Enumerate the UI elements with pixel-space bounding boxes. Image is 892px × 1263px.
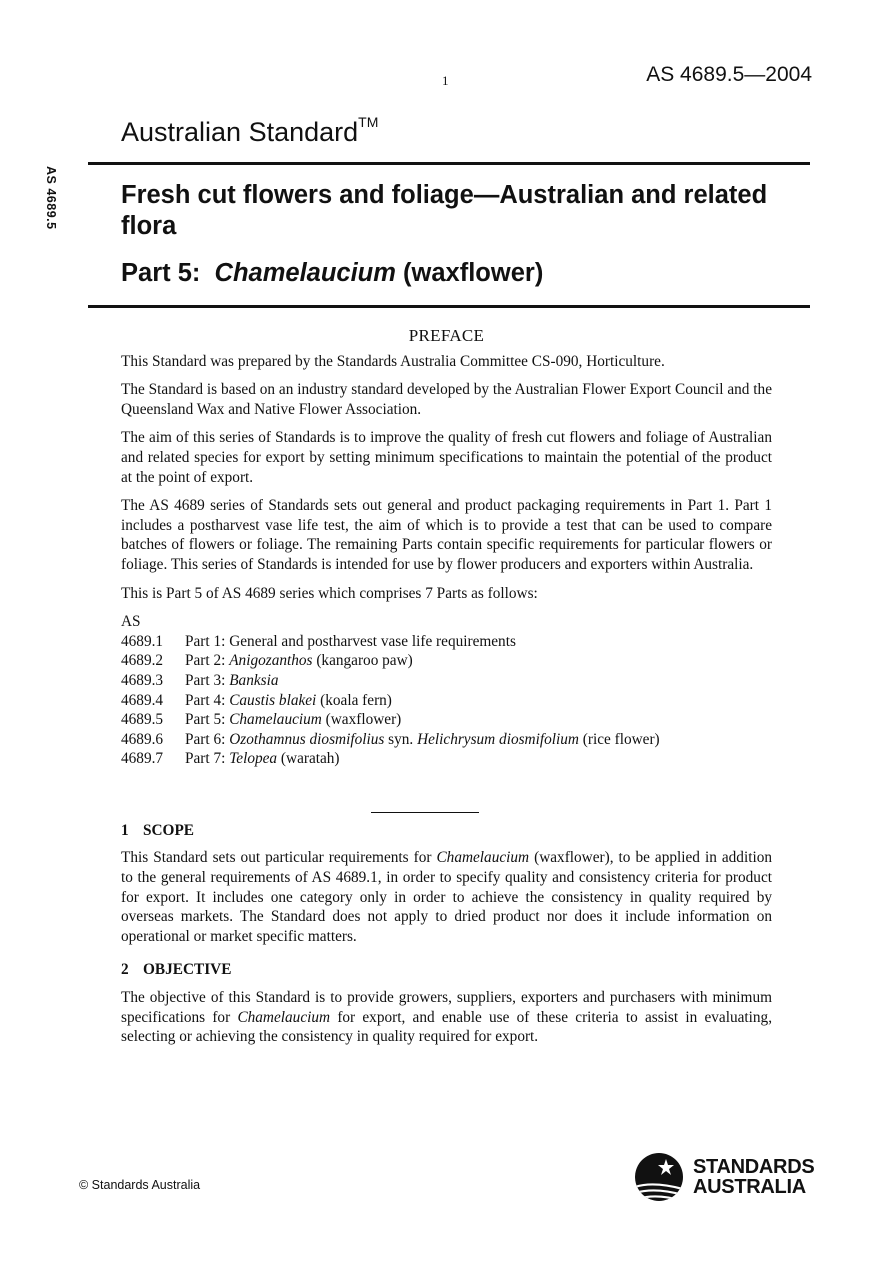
section-title: SCOPE <box>143 821 194 839</box>
footer-copyright: © Standards Australia <box>79 1178 201 1192</box>
parts-list-item <box>121 749 772 769</box>
standard-id: AS 4689.5—2004 <box>646 63 812 86</box>
part-description: (rice flower) <box>582 730 660 748</box>
part-genus: Anigozanthos <box>229 652 313 670</box>
standards-australia-logo <box>633 1151 823 1203</box>
part-title <box>121 259 543 288</box>
standard-label-text: Australian Standard <box>121 117 359 147</box>
parts-list-item <box>121 691 772 711</box>
part-number: 4689.1 <box>121 632 164 650</box>
part-number: 4689.2 <box>121 652 164 670</box>
section-title: OBJECTIVE <box>143 961 232 979</box>
page-number: 1 <box>442 73 449 88</box>
parts-list <box>121 612 772 769</box>
title-rule <box>88 305 810 308</box>
parts-list-prefix: AS <box>121 613 141 631</box>
standard-label <box>121 114 379 148</box>
part-description: (koala fern) <box>320 691 392 709</box>
star-globe-icon <box>633 1151 685 1203</box>
part-genus: Chamelaucium <box>214 259 396 287</box>
part-label: Part 4: Caustis blakei (koala fern) <box>185 691 392 709</box>
part-number: 4689.3 <box>121 671 164 689</box>
part-genus: Telopea <box>229 750 278 768</box>
part-label: Part 5: Chamelaucium (waxflower) <box>185 711 402 729</box>
part-genus: Banksia <box>229 671 279 689</box>
part-genus: Caustis blakei <box>229 691 317 709</box>
section-heading-objective <box>121 960 772 980</box>
part-label: Part 3: Banksia <box>185 671 279 689</box>
part-number: 4689.6 <box>121 730 164 748</box>
document-body <box>121 326 772 1056</box>
parts-list-item <box>121 730 772 750</box>
part-description: (kangaroo paw) <box>316 652 413 670</box>
part-description: (waxflower) <box>325 711 402 729</box>
parts-list-item <box>121 632 772 652</box>
section-number: 2 <box>121 961 129 979</box>
scope-genus: Chamelaucium <box>436 849 530 867</box>
logo-line: AUSTRALIA <box>693 1176 806 1198</box>
preface-paragraph: This Standard was prepared by the Standards Australia Committee CS-090, Horticulture. <box>121 352 665 370</box>
document-title: Fresh cut flowers and foliage—Australian and related flora <box>121 181 768 240</box>
part-label: Part 1: General and postharvest vase life requirements <box>185 632 516 650</box>
synonym-label: syn. <box>388 730 414 748</box>
part-description: General and postharvest vase life requirements <box>229 632 516 650</box>
part-common-name: (waxflower) <box>403 259 544 287</box>
section-separator <box>371 812 479 813</box>
part-label: Part 7: Telopea (waratah) <box>185 750 340 768</box>
part-genus-synonym: Helichrysum diosmifolium <box>417 730 579 748</box>
preface-paragraph: The Standard is based on an industry standard developed by the Australian Flower Export Council and the Queensland Wax and Native Flower Association. <box>121 381 772 418</box>
objective-paragraph: The objective of this Standard is to provide growers, suppliers, exporters and purchasers with minimum specifications for Chamelaucium for export, and enable use of these criteria to assist in evaluating, selecting or achieving the consistency in quality required for export. <box>121 989 773 1046</box>
part-label: Part 2: Anigozanthos (kangaroo paw) <box>185 652 413 670</box>
section-heading-scope <box>121 821 772 841</box>
part-genus: Chamelaucium <box>229 711 322 729</box>
part-number: 4689.5 <box>121 711 164 729</box>
side-standard-id: AS 4689.5 <box>44 166 58 230</box>
section-number: 1 <box>121 821 129 839</box>
parts-list-item <box>121 710 772 730</box>
part-number: 4689.4 <box>121 691 164 709</box>
part-description: (waratah) <box>280 750 340 768</box>
part-number: 4689.7 <box>121 750 164 768</box>
top-rule <box>88 162 810 165</box>
preface-paragraph: This is Part 5 of AS 4689 series which comprises 7 Parts as follows: <box>121 584 538 602</box>
objective-genus: Chamelaucium <box>237 1008 331 1026</box>
trademark-mark: TM <box>358 114 379 130</box>
parts-list-item <box>121 651 772 671</box>
part-label: Part 6: Ozothamnus diosmifolius syn. Helichrysum diosmifolium (rice flower) <box>185 730 660 748</box>
logo-line: STANDARDS <box>693 1156 815 1178</box>
preface-heading: PREFACE <box>408 326 485 345</box>
preface-paragraph: The aim of this series of Standards is to improve the quality of fresh cut flowers and foliage of Australian and related species for export by setting minimum specifications to maintain the potential of the product at the point of export. <box>121 429 772 486</box>
scope-paragraph: This Standard sets out particular requirements for Chamelaucium (waxflower), to be applied in addition to the general requirements of AS 4689.1, in order to specify quality and consistency criteria for product for export. It includes one category only in order to achieve the consistency in quality required by overseas markets. The Standard does not apply to dried product nor does it include information on operational or market specific matters. <box>121 849 772 945</box>
part-genus: Ozothamnus diosmifolius <box>229 730 385 748</box>
logo-wordmark <box>693 1157 814 1197</box>
parts-list-item <box>121 671 772 691</box>
part-prefix: Part 5: <box>121 259 201 287</box>
preface-paragraph: The AS 4689 series of Standards sets out general and product packaging requirements in Part 1. Part 1 includes a postharvest vase life test, the aim of which is to provide a test that can be used to compare batches of flowers or foliage. The remaining Parts contain specific requirements for particular flowers or foliage. This series of Standards is intended for use by flower producers and exporters within Australia. <box>121 497 772 573</box>
